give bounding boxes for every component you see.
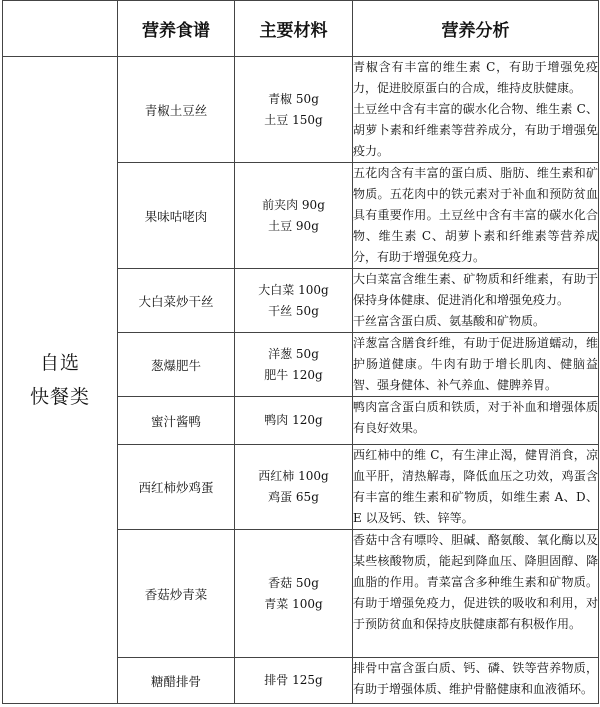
ingredient-line: 肥牛 120g: [264, 367, 323, 382]
header-row: [3, 1, 599, 57]
ingredients-cell: [235, 269, 353, 333]
ingredient-line: 大白菜 100g: [258, 282, 329, 297]
ingredients-cell: [235, 397, 353, 445]
ingredient-line: 干丝 50g: [268, 303, 319, 318]
analysis-cell: [353, 57, 599, 163]
ingredient-line: 土豆 90g: [268, 218, 319, 233]
analysis-cell: [353, 445, 599, 530]
ingredients-cell: [235, 163, 353, 269]
dish-name: 果味咕咾肉: [118, 163, 235, 269]
category-line-2: 快餐类: [29, 386, 90, 408]
header-analysis: 营养分析: [353, 1, 599, 57]
category-cell: [3, 57, 118, 704]
ingredient-line: 香菇 50g: [268, 575, 319, 590]
header-blank: [3, 1, 118, 57]
dish-name: 蜜汁酱鸭: [118, 397, 235, 445]
header-ingredients: 主要材料: [235, 1, 353, 57]
dish-name: 西红柿炒鸡蛋: [118, 445, 235, 530]
ingredients-cell: [235, 658, 353, 704]
ingredient-line: 鸡蛋 65g: [268, 490, 319, 504]
table-row: [3, 57, 599, 163]
ingredient-line: 洋葱 50g: [268, 346, 319, 361]
dish-name: 青椒土豆丝: [118, 57, 235, 163]
ingredients-cell: [235, 57, 353, 163]
analysis-text: 西红柿中的维 C，有生津止渴，健胃消食，凉血平肝，清热解毒，降低血压之功效，鸡蛋含有丰富的维生素和矿物质，如维生素 A、D、E 以及钙、铁、锌等。: [353, 448, 598, 525]
analysis-text: 五花肉含有丰富的蛋白质、脂肪、维生素和矿物质。五花肉中的铁元素对于补血和预防贫血具有重要作用。土豆丝中含有丰富的碳水化合物、维生素 C、胡萝卜素和纤维素等营养成分，有助于增强免疫力。: [353, 166, 598, 264]
ingredient-line: 青菜 100g: [264, 596, 323, 611]
ingredients-cell: [235, 530, 353, 658]
analysis-cell: [353, 658, 599, 704]
dish-name: 香菇炒青菜: [118, 530, 235, 658]
header-recipe: 营养食谱: [118, 1, 235, 57]
ingredient-line: 土豆 150g: [264, 112, 323, 127]
menu-table: [2, 0, 599, 704]
category-line-1: 自选: [39, 352, 80, 374]
dish-name: 葱爆肥牛: [118, 333, 235, 397]
ingredient-line: 青椒 50g: [268, 91, 319, 106]
analysis-text: 土豆丝中含有丰富的碳水化合物、维生素 C、胡萝卜素和纤维素等营养成分，有助于增强免疫力。: [353, 102, 598, 158]
analysis-text: 青椒含有丰富的维生素 C，有助于增强免疫力，促进胶原蛋白的合成，维持皮肤健康。: [353, 60, 598, 95]
analysis-cell: [353, 530, 599, 658]
analysis-text: 香菇中含有嘌呤、胆碱、酪氨酸、氧化酶以及某些核酸物质，能起到降血压、降胆固醇、降血脂的作用。青菜富含多种维生素和矿物质。有助于增强免疫力，促进铁的吸收和利用，对于预防贫血和保持皮肤健康都有积极作用。: [353, 533, 598, 631]
ingredient-line: 鸭肉 120g: [264, 413, 323, 427]
analysis-text: 洋葱富含膳食纤维，有助于促进肠道蠕动，维护肠道健康。牛肉有助于增长肌肉、健脑益智、强身健体、补气养血、健脾养胃。: [353, 336, 598, 392]
ingredients-cell: [235, 333, 353, 397]
ingredient-line: 前夹肉 90g: [262, 197, 325, 212]
analysis-cell: [353, 163, 599, 269]
analysis-text: 排骨中富含蛋白质、钙、磷、铁等营养物质，有助于增强体质、维护骨骼健康和血液循环。: [353, 661, 598, 696]
ingredients-cell: [235, 445, 353, 530]
analysis-text: 干丝富含蛋白质、氨基酸和矿物质。: [353, 314, 546, 328]
analysis-cell: [353, 333, 599, 397]
ingredient-line: 西红柿 100g: [258, 469, 329, 483]
dish-name: 糖醋排骨: [118, 658, 235, 704]
dish-name: 大白菜炒干丝: [118, 269, 235, 333]
analysis-cell: [353, 269, 599, 333]
ingredient-line: 排骨 125g: [264, 673, 323, 687]
analysis-text: 大白菜富含维生素、矿物质和纤维素，有助于保持身体健康、促进消化和增强免疫力。: [353, 272, 598, 307]
analysis-cell: [353, 397, 599, 445]
analysis-text: 鸭肉富含蛋白质和铁质，对于补血和增强体质有良好效果。: [353, 400, 598, 435]
